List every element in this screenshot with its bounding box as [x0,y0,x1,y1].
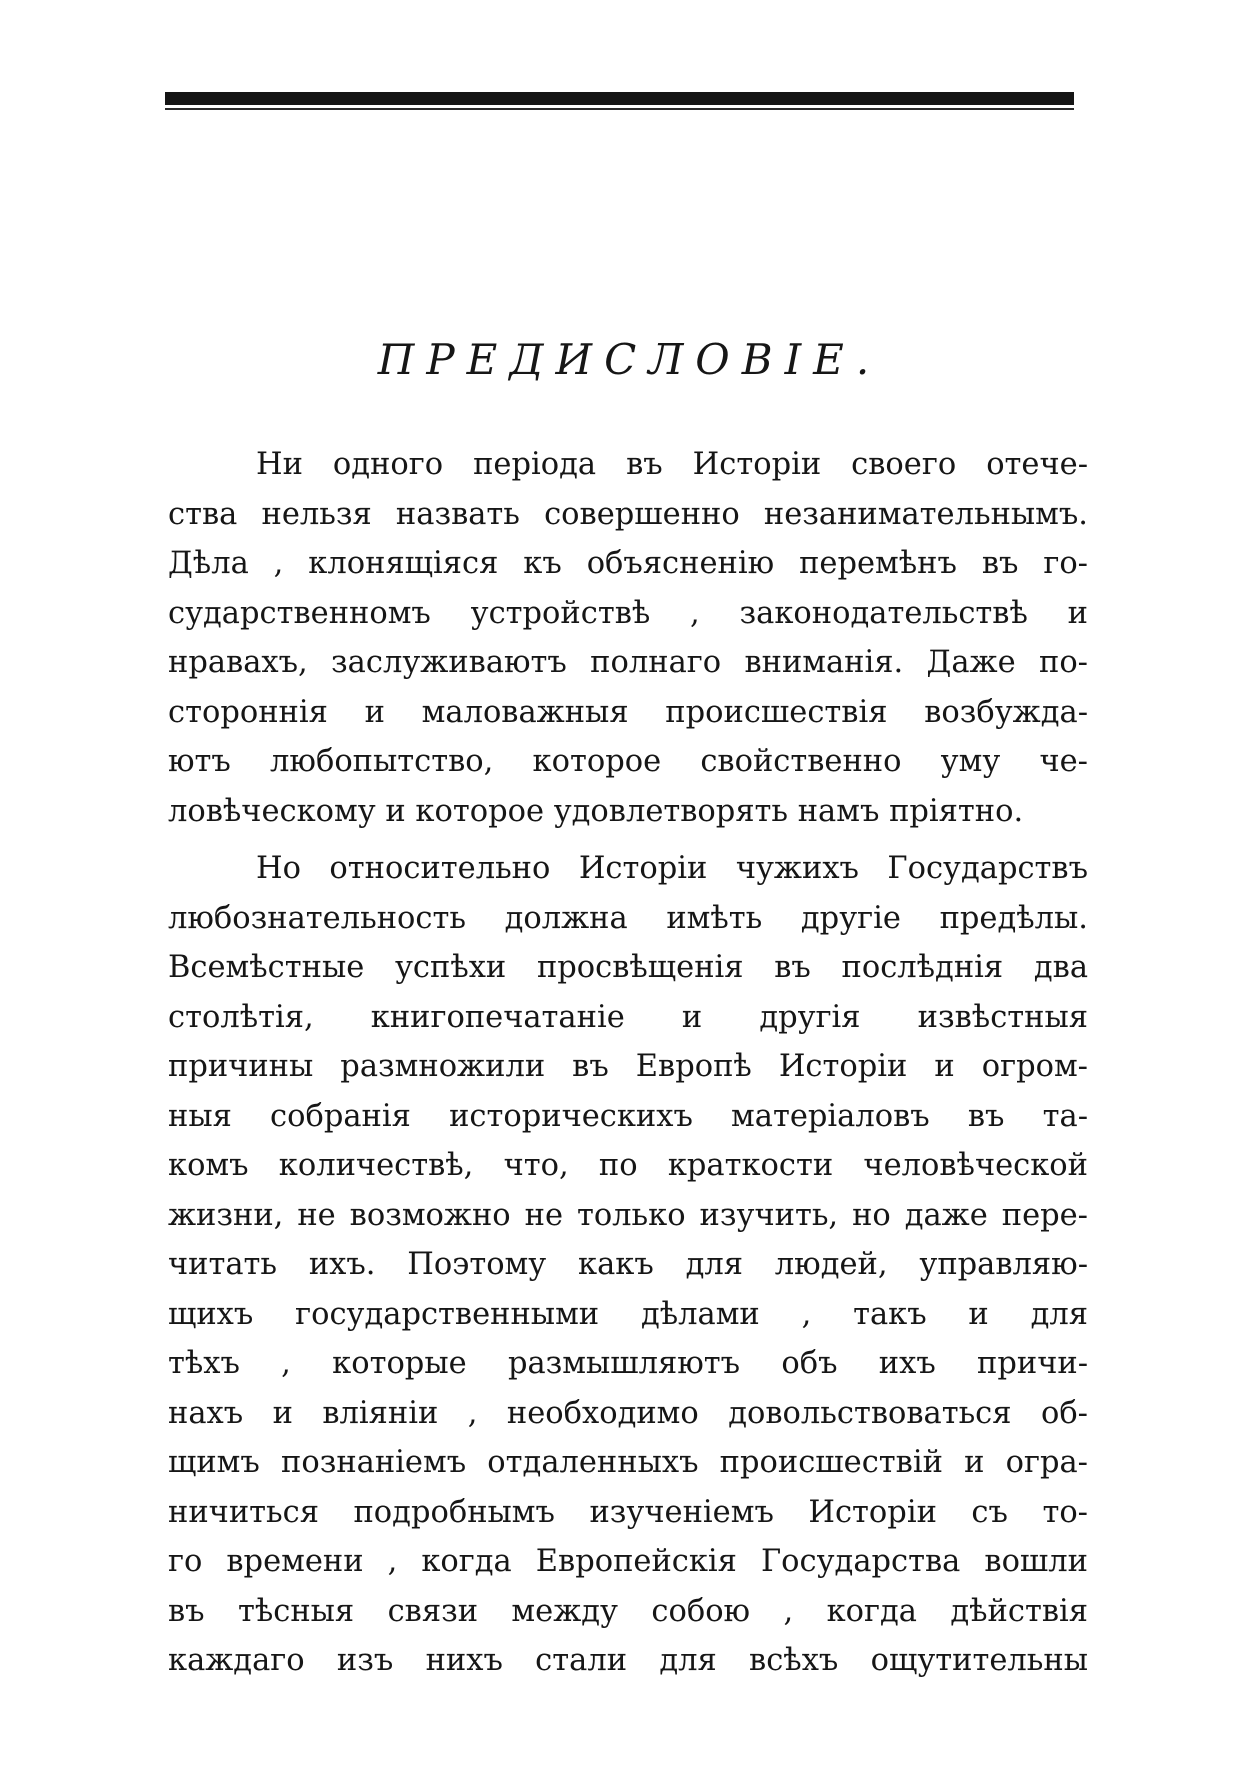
paragraph-gap [168,836,1088,844]
text-line: Дѣла , клонящіяся къ объясненію перемѣнъ въ го- [168,546,1088,581]
text-line: причины размножили въ Европѣ Исторіи и огром- [168,1049,1088,1084]
text-line: тѣхъ , которые размышляютъ объ ихъ причи- [168,1346,1088,1381]
text-line: Но относительно Исторіи чужихъ Государствъ [256,851,1088,886]
text-line: комъ количествѣ, что, по краткости человѣческой [168,1148,1088,1183]
body-text [168,440,1088,1686]
text-line: ныя собранія историческихъ матеріаловъ въ та- [168,1098,1088,1134]
text-line: ловѣческому и которое удовлетворять намъ пріятно. [168,793,1024,829]
text-line: стороннія и маловажныя происшествія возбужда- [168,694,1088,730]
text-line: читать ихъ. Поэтому какъ для людей, управляю- [168,1247,1088,1282]
text-line: нравахъ, заслуживаютъ полнаго вниманія. Даже по- [168,645,1088,680]
text-line: ютъ любопытство, которое свойственно уму че- [168,744,1088,779]
text-line: сударственномъ устройствѣ , законодательствѣ и [168,595,1088,631]
paragraph-1 [168,440,1088,836]
top-rule [165,92,1074,105]
text-line: Ни одного періода въ Исторіи своего отече- [256,447,1088,482]
text-line: въ тѣсныя связи между собою , когда дѣйствія [168,1593,1088,1629]
text-line: каждаго изъ нихъ стали для всѣхъ ощутительны [168,1643,1088,1678]
text-line: любознательность должна имѣть другіе предѣлы. [168,900,1088,936]
text-line: Всемѣстные успѣхи просвѣщенія въ послѣднія два [168,950,1088,985]
text-line: щихъ государственными дѣлами , такъ и для [168,1296,1088,1332]
text-line: щимъ познаніемъ отдаленныхъ происшествій и огра- [168,1445,1088,1480]
text-line: ства нельзя назвать совершенно незанимательнымъ. [168,496,1088,532]
text-line: ничиться подробнымъ изученіемъ Исторіи съ то- [168,1494,1088,1530]
top-rule-thin [165,108,1074,110]
text-line: го времени , когда Европейскія Государства вошли [168,1544,1088,1579]
text-line: нахъ и вліяніи , необходимо довольствоваться об- [168,1395,1088,1431]
paragraph-2 [168,844,1088,1686]
text-line: столѣтія, книгопечатаніе и другія извѣстныя [168,999,1088,1035]
text-line: жизни, не возможно не только изучить, но даже пере- [168,1197,1088,1233]
page-heading: ПРЕДИСЛОВІЕ. [377,335,882,384]
